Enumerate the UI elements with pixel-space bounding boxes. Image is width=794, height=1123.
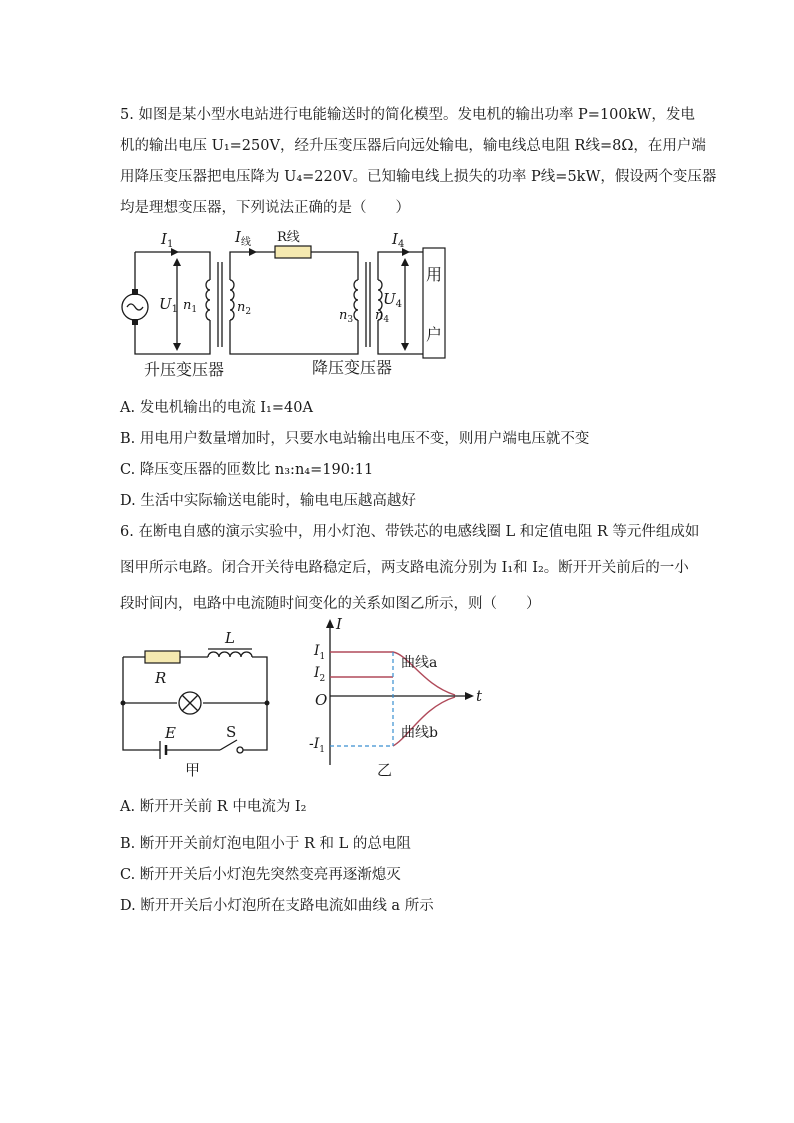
- q6-line-2: 图甲所示电路。闭合开关待电路稳定后，两支路电流分别为 I₁和 I₂。断开开关前后的一小: [120, 560, 689, 576]
- label-t-axis: t: [476, 687, 483, 705]
- q5-line-1: 5. 如图是某小型水电站进行电能输送时的简化模型。发电机的输出功率 P=100kW，发电: [120, 107, 695, 123]
- q5-option-d: D. 生活中实际输送电能时，输电电压越高越好: [120, 493, 416, 509]
- label-E: E: [165, 724, 176, 742]
- q6-graph-yi: [305, 615, 490, 780]
- label-step-up: 升压变压器: [144, 360, 225, 379]
- label-n3: $n_3$: [339, 308, 354, 325]
- label-S: S: [226, 723, 237, 741]
- q6-circuit-jia: [115, 625, 280, 780]
- label-L: L: [225, 629, 235, 647]
- q5-line-2: 机的输出电压 U₁=250V，经升压变压器后向远处输电，输电线总电阻 R线=8Ω，在用户端: [120, 138, 706, 154]
- label-U1: $U_1$: [159, 295, 179, 315]
- q6-option-d: D. 断开开关后小灯泡所在支路电流如曲线 a 所示: [120, 898, 434, 914]
- label-I2: $I_2$: [314, 665, 326, 684]
- label-n4: $n_4$: [375, 308, 390, 325]
- caption-yi: 乙: [377, 761, 393, 779]
- q5-option-c: C. 降压变压器的匝数比 n₃:n₄=190:11: [120, 462, 374, 478]
- label-n2: $n_2$: [237, 300, 252, 317]
- q5-option-a: A. 发电机输出的电流 I₁=40A: [120, 400, 313, 416]
- label-Rline: R线: [277, 230, 300, 245]
- label-U4: $U_4$: [383, 290, 403, 310]
- label-I1: $I_1$: [161, 230, 174, 250]
- q5-option-b: B. 用电用户数量增加时，只要水电站输出电压不变，则用户端电压就不变: [120, 431, 590, 447]
- label-user-top: 用: [426, 265, 443, 284]
- label-I1: $I_1$: [314, 643, 326, 662]
- label-curve-a: 曲线a: [401, 655, 438, 671]
- label-n1: $n_1$: [183, 298, 198, 315]
- q5-line-4: 均是理想变压器，下列说法正确的是（ ）: [120, 200, 410, 216]
- label-R: R: [155, 669, 167, 687]
- q6-option-c: C. 断开开关后小灯泡先突然变亮再逐渐熄灭: [120, 867, 401, 883]
- q5-transmission-diagram: [115, 222, 455, 382]
- q6-option-b: B. 断开开关前灯泡电阻小于 R 和 L 的总电阻: [120, 836, 411, 852]
- label-step-down: 降压变压器: [312, 358, 393, 377]
- caption-jia: 甲: [185, 761, 201, 779]
- resistor-R: [145, 651, 180, 663]
- label-Iline: $I_线$: [235, 228, 251, 248]
- label-negI1: $-I_1$: [309, 736, 325, 755]
- q6-line-3: 段时间内，电路中电流随时间变化的关系如图乙所示，则（ ）: [120, 596, 541, 612]
- q5-line-3: 用降压变压器把电压降为 U₄=220V。已知输电线上损失的功率 P线=5kW，假设两个变压器: [120, 169, 717, 185]
- label-I-axis: I: [336, 615, 342, 633]
- q6-line-1: 6. 在断电自感的演示实验中，用小灯泡、带铁芯的电感线圈 L 和定值电阻 R 等元件组成如: [120, 524, 700, 540]
- label-I4: $I_4$: [392, 230, 405, 250]
- label-curve-b: 曲线b: [401, 725, 438, 741]
- label-user-bottom: 户: [426, 325, 443, 344]
- q6-option-a: A. 断开开关前 R 中电流为 I₂: [120, 799, 307, 815]
- line-resistor: [275, 246, 311, 258]
- label-O: O: [315, 691, 328, 709]
